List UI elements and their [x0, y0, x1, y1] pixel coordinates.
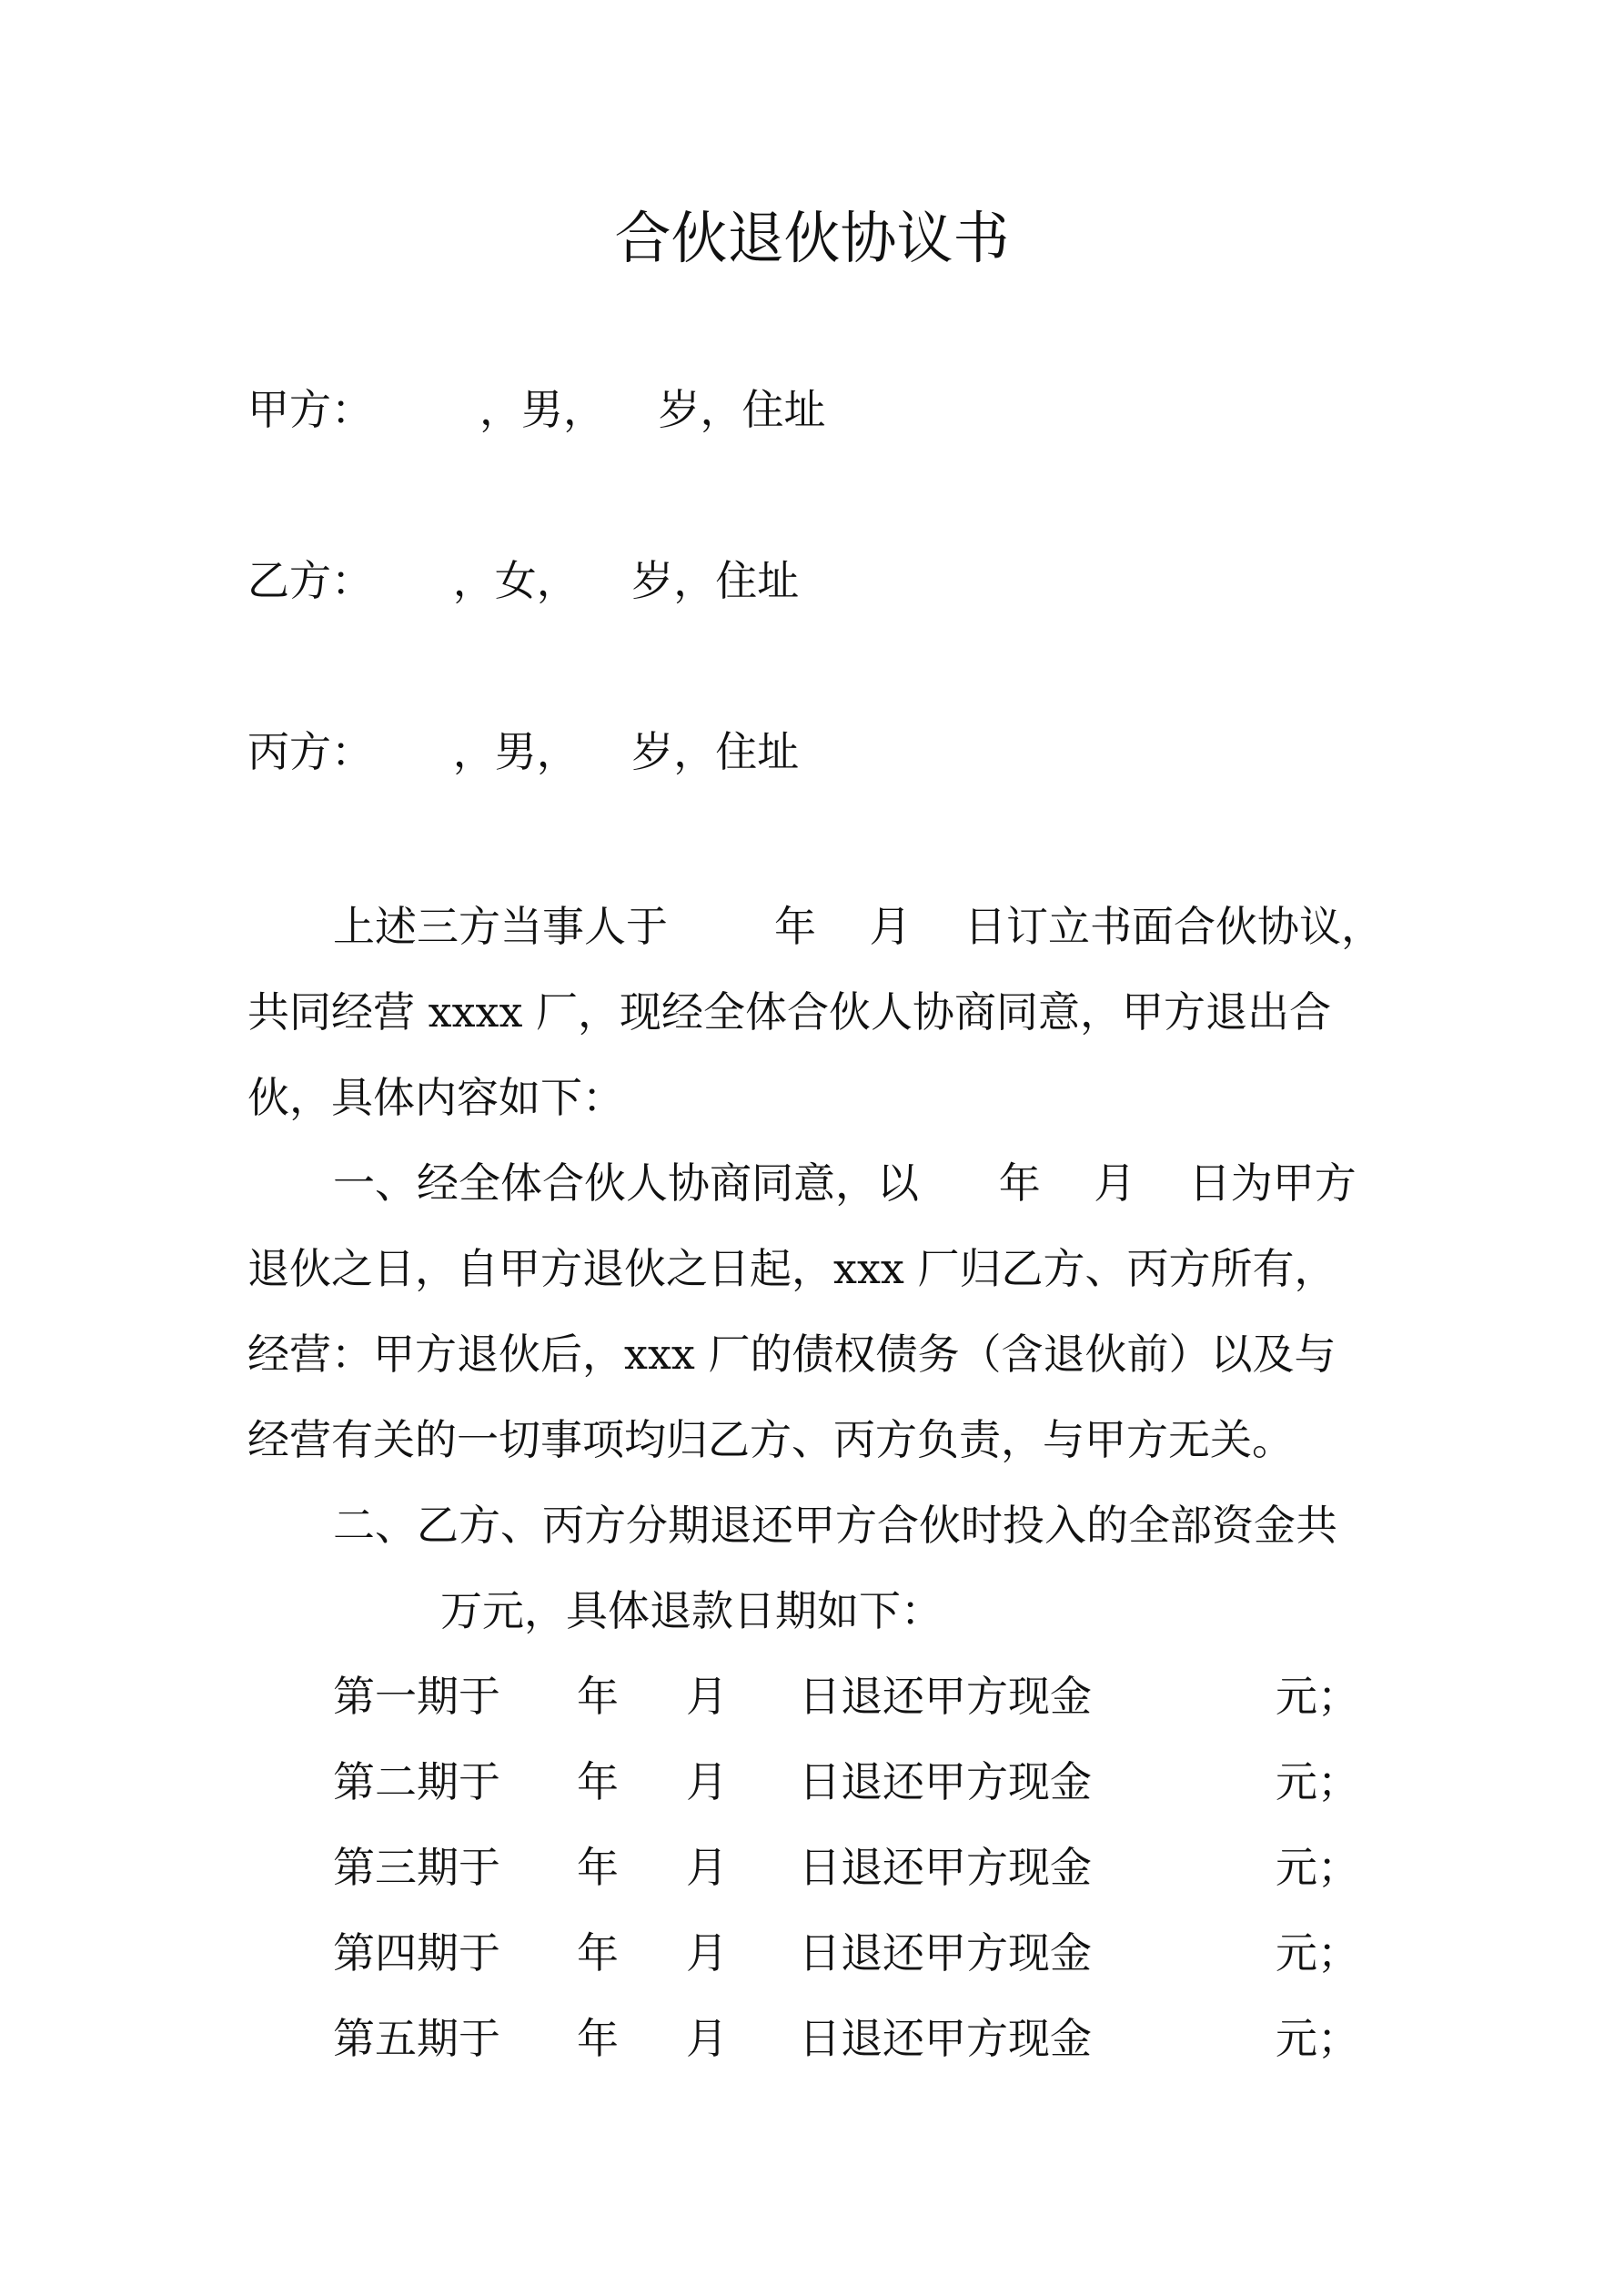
- installment-period: 第一期于: [333, 1672, 500, 1721]
- installment-unit: 元；: [1276, 1928, 1359, 1977]
- paragraph-line: 上述三方当事人于 年 月 日订立书面合伙协议，: [333, 902, 1383, 951]
- installment-year: 年: [577, 1843, 619, 1892]
- clause-one-line: 退伙之日，自甲方退伙之日起，xxx 厂归乙方、丙方所有，: [247, 1244, 1337, 1293]
- installment-unit: 元；: [1276, 1757, 1359, 1806]
- party-a-line: 甲方： ，男， 岁，住址: [247, 385, 826, 434]
- installment-unit: 元；: [1276, 1843, 1359, 1892]
- installment-month: 月: [686, 2014, 728, 2063]
- installment-month: 月: [686, 1672, 728, 1721]
- paragraph-line: 共同经营 xxxx 厂，现经全体合伙人协商同意，甲方退出合: [247, 987, 1332, 1037]
- clause-one-line: 经营：甲方退伙后，xxx 厂的债权债务（含退伙前）以及与: [247, 1330, 1337, 1379]
- installment-year: 年: [577, 1928, 619, 1977]
- installment-text: 日退还甲方现金: [799, 1843, 1092, 1892]
- installment-month: 月: [686, 1928, 728, 1977]
- installment-text: 日退还甲方现金: [799, 2014, 1092, 2063]
- installment-year: 年: [577, 1672, 619, 1721]
- installment-period: 第二期于: [333, 1757, 500, 1806]
- installment-period: 第四期于: [333, 1928, 500, 1977]
- installment-period: 第五期于: [333, 2014, 500, 2063]
- installment-unit: 元；: [1276, 2014, 1359, 2063]
- installment-text: 日退还甲方现金: [799, 1672, 1092, 1721]
- clause-two-line: 万元，具体退款日期如下：: [440, 1586, 943, 1635]
- clause-two-line: 二、乙方、丙方分期退还甲方合伙时投入的全部资金共: [333, 1501, 1337, 1550]
- installment-year: 年: [577, 2014, 619, 2063]
- document-title: 合伙退伙协议书: [614, 205, 1010, 271]
- party-c-line: 丙方： ，男， 岁，住址: [247, 727, 800, 776]
- party-b-line: 乙方： ，女， 岁，住址: [247, 556, 800, 605]
- installment-month: 月: [686, 1843, 728, 1892]
- installment-text: 日退还甲方现金: [799, 1928, 1092, 1977]
- clause-one-line: 一、经全体合伙人协商同意，以 年 月 日为甲方: [333, 1158, 1357, 1208]
- clause-one-line: 经营有关的一切事项均归乙方、丙方负责，与甲方无关。: [247, 1415, 1294, 1464]
- paragraph-line: 伙，具体内容如下：: [247, 1073, 624, 1122]
- installment-period: 第三期于: [333, 1843, 500, 1892]
- installment-text: 日退还甲方现金: [799, 1757, 1092, 1806]
- installment-unit: 元；: [1276, 1672, 1359, 1721]
- installment-month: 月: [686, 1757, 728, 1806]
- installment-year: 年: [577, 1757, 619, 1806]
